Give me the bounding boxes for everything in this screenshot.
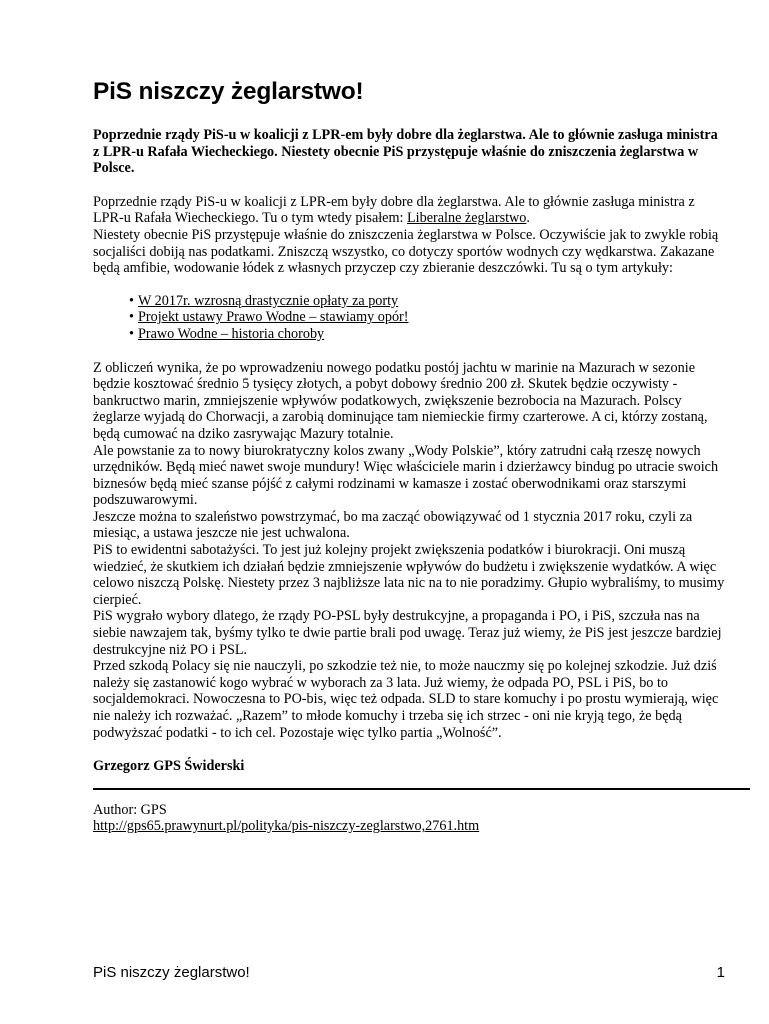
link-historia-choroby[interactable]: Prawo Wodne – historia choroby xyxy=(138,325,325,342)
link-projekt-ustawy[interactable]: Projekt ustawy Prawo Wodne – stawiamy opór! xyxy=(138,309,409,326)
divider xyxy=(93,788,750,790)
paragraph-4: Ale powstanie za to nowy biurokratyczny kolos zwany „Wody Polskie”, który zatrudni całą rzeszę nowych urzędników. Będą mieć nawet swoje mundury! Więc właściciele marin i dzierżawcy bindug po utracie swoich biznesów będą mieć szanse pójść z całymi rodzinami w kamasze i zostać oberwodnikami oraz starszymi podszuwarowymi. xyxy=(93,442,719,509)
page-footer xyxy=(93,964,725,981)
article xyxy=(93,78,725,835)
paragraph-7: PiS wygrało wybory dlatego, że rządy PO-PSL były destrukcyjne, a propaganda i PO, i PiS, szczuła nas na siebie nawzajem tak, byśmy tylko te dwie partie brali pod uwagę. Teraz już wiemy, że PiS jest jeszcze bardziej destrukcyjne niż PO i PSL. xyxy=(93,608,722,658)
article-title: PiS niszczy żeglarstwo! xyxy=(93,78,364,105)
paragraph-5: Jeszcze można to szaleństwo powstrzymać, bo ma zacząć obowiązywać od 1 stycznia 2017 roku, czyli za miesiąc, a ustawa jeszcze nie jest uchwalona. xyxy=(93,508,693,542)
article-lead: Poprzednie rządy PiS-u w koalicji z LPR-em były dobre dla żeglarstwa. Ale to głównie zasługa ministra z LPR-u Rafała Wiecheckiego. Niestety obecnie PiS przystępuje właśnie do zniszczenia żeglarstwa w Polsce. xyxy=(93,127,718,177)
link-oplaty-za-porty[interactable]: W 2017r. wzrosną drastycznie opłaty za porty xyxy=(138,292,399,309)
list-item xyxy=(129,309,725,326)
page-number: 1 xyxy=(716,964,725,981)
bullet-icon: • xyxy=(129,309,134,326)
link-liberalne-zeglarstwo[interactable]: Liberalne żeglarstwo xyxy=(407,210,527,227)
list-item xyxy=(129,326,725,343)
paragraph-3: Z obliczeń wynika, że po wprowadzeniu nowego podatku postój jachtu w marinie na Mazurach w sezonie będzie kosztować średnio 5 tysięcy złotych, a pobyt dobowy średnio 200 zł. Skutek będzie oczywisty - bankructwo marin, zmniejszenie wpływów podatkowych, zwiększenie bezrobocia na Mazurach. Polscy żeglarze wyjadą do Chorwacji, a zarobią dominujące tam niemieckie firmy czarterowe. A ci, którzy zostaną, będą cumować na dziko zasrywając Mazury totalnie. xyxy=(93,359,708,442)
paragraph-8: Przed szkodą Polacy się nie nauczyli, po szkodzie też nie, to może nauczmy się po kolejnej szkodzie. Już dziś należy się zastanowić kogo wybrać w wyborach za 3 lata. Już wiemy, że odpada PO, PSL i PiS, bo to socjaldemokraci. Nowoczesna to PO-bis, więc też odpada. SLD to stare komuchy i po prostu wymierają, więc nie należy ich rozważać. „Razem” to młode komuchy i trzeba się ich strzec - oni nie kryją tego, że będą podwyższać podatki - to ich cel. Pozostaje więc tylko partia „Wolność”. xyxy=(93,658,719,741)
bullet-icon: • xyxy=(129,325,134,342)
paragraph-2: Niestety obecnie PiS przystępuje właśnie do zniszczenia żeglarstwa w Polsce. Oczywiście jak to zwykle robią socjaliści dobiją nas podatkami. Zniszczą wszystko, co dotyczy sportów wodnych czy wędkarstwa. Zakazane będą amfibie, wodowanie łódek z własnych przyczep czy zbieranie deszczówki. Tu są o tym artykuły: xyxy=(93,226,719,277)
article-links-list xyxy=(93,293,725,343)
signature: Grzegorz GPS Świderski xyxy=(93,758,245,775)
paragraph-1 xyxy=(93,194,725,227)
source-url-line xyxy=(93,818,725,835)
source-url-link[interactable]: http://gps65.prawynurt.pl/polityka/pis-niszczy-zeglarstwo,2761.htm xyxy=(93,818,480,835)
bullet-icon: • xyxy=(129,292,134,309)
footer-title: PiS niszczy żeglarstwo! xyxy=(93,964,250,981)
list-item xyxy=(129,293,725,310)
paragraph-1-text: Poprzednie rządy PiS-u w koalicji z LPR-em były dobre dla żeglarstwa. Ale to głównie zasługa ministra z LPR-u Rafała Wiecheckiego. Tu o tym wtedy pisałem: xyxy=(93,193,695,227)
paragraph-1-end: . xyxy=(526,210,530,227)
author-line: Author: GPS xyxy=(93,801,167,818)
paragraph-6: PiS to ewidentni sabotażyści. To jest już kolejny projekt zwiększenia podatków i biurokracji. Oni muszą wiedzieć, że skutkiem ich działań będzie zmniejszenie wpływów do budżetu i zwiększenie wydatków. A więc celowo niszczą Polskę. Niestety przez 3 najbliższe lata nic na to nie poradzimy. Głupio wybraliśmy, to musimy cierpieć. xyxy=(93,542,725,608)
